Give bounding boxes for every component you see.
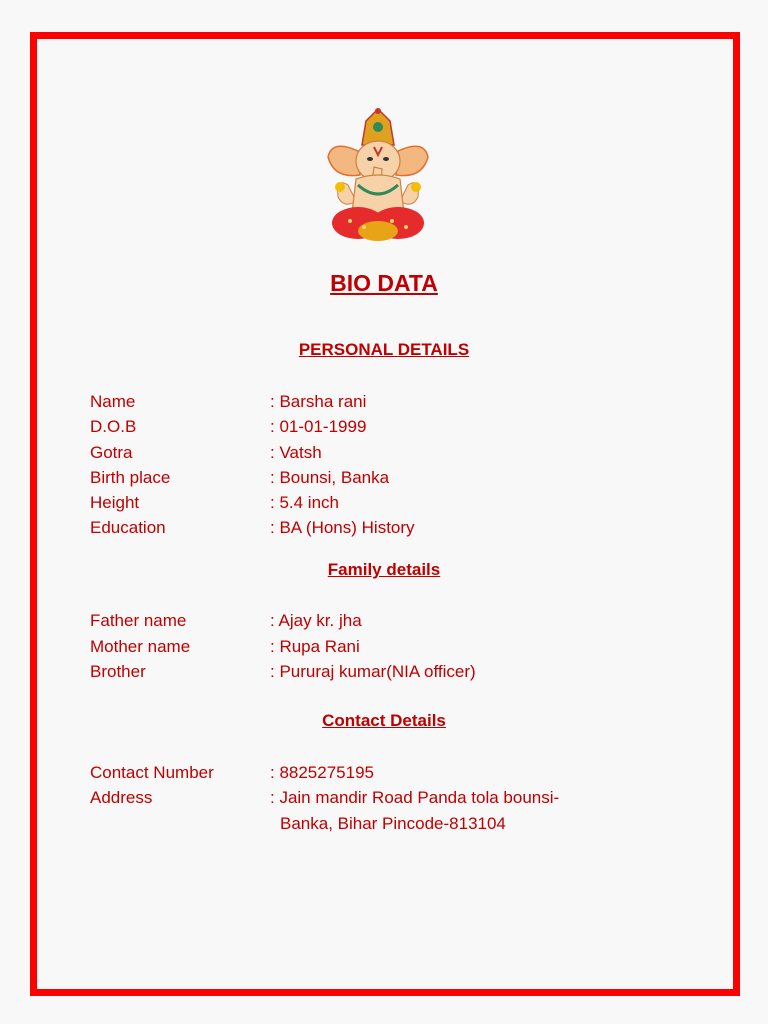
detail-label: D.O.B bbox=[90, 417, 137, 436]
ganesha-illustration-icon bbox=[318, 105, 438, 247]
detail-value: : Barsha rani bbox=[270, 392, 367, 411]
detail-value: : 5.4 inch bbox=[270, 493, 339, 512]
detail-value: : Pururaj kumar(NIA officer) bbox=[270, 662, 476, 681]
detail-label: Birth place bbox=[90, 468, 171, 487]
detail-value: : Jain mandir Road Panda tola bounsi- bbox=[270, 788, 560, 807]
family-details-heading: Family details bbox=[327, 560, 441, 579]
detail-label: Address bbox=[90, 788, 153, 807]
page-title: BIO DATA bbox=[330, 270, 438, 296]
detail-label: Mother name bbox=[90, 637, 191, 656]
detail-value: : BA (Hons) History bbox=[270, 518, 415, 537]
personal-details-heading: PERSONAL DETAILS bbox=[298, 340, 470, 359]
detail-label: Height bbox=[90, 493, 140, 512]
detail-label: Brother bbox=[90, 662, 146, 681]
detail-value: : Vatsh bbox=[270, 443, 322, 462]
detail-label: Gotra bbox=[90, 443, 133, 462]
detail-value: : 8825275195 bbox=[270, 763, 374, 782]
detail-value: : Bounsi, Banka bbox=[270, 468, 390, 487]
detail-label: Name bbox=[90, 392, 136, 411]
detail-value: : Ajay kr. jha bbox=[270, 611, 362, 630]
detail-value: : 01-01-1999 bbox=[270, 417, 367, 436]
address-line-2: Banka, Bihar Pincode-813104 bbox=[280, 814, 506, 833]
detail-label: Contact Number bbox=[90, 763, 214, 782]
contact-details-heading: Contact Details bbox=[322, 711, 446, 730]
detail-label: Father name bbox=[90, 611, 187, 630]
detail-label: Education bbox=[90, 518, 166, 537]
detail-value: : Rupa Rani bbox=[270, 637, 360, 656]
